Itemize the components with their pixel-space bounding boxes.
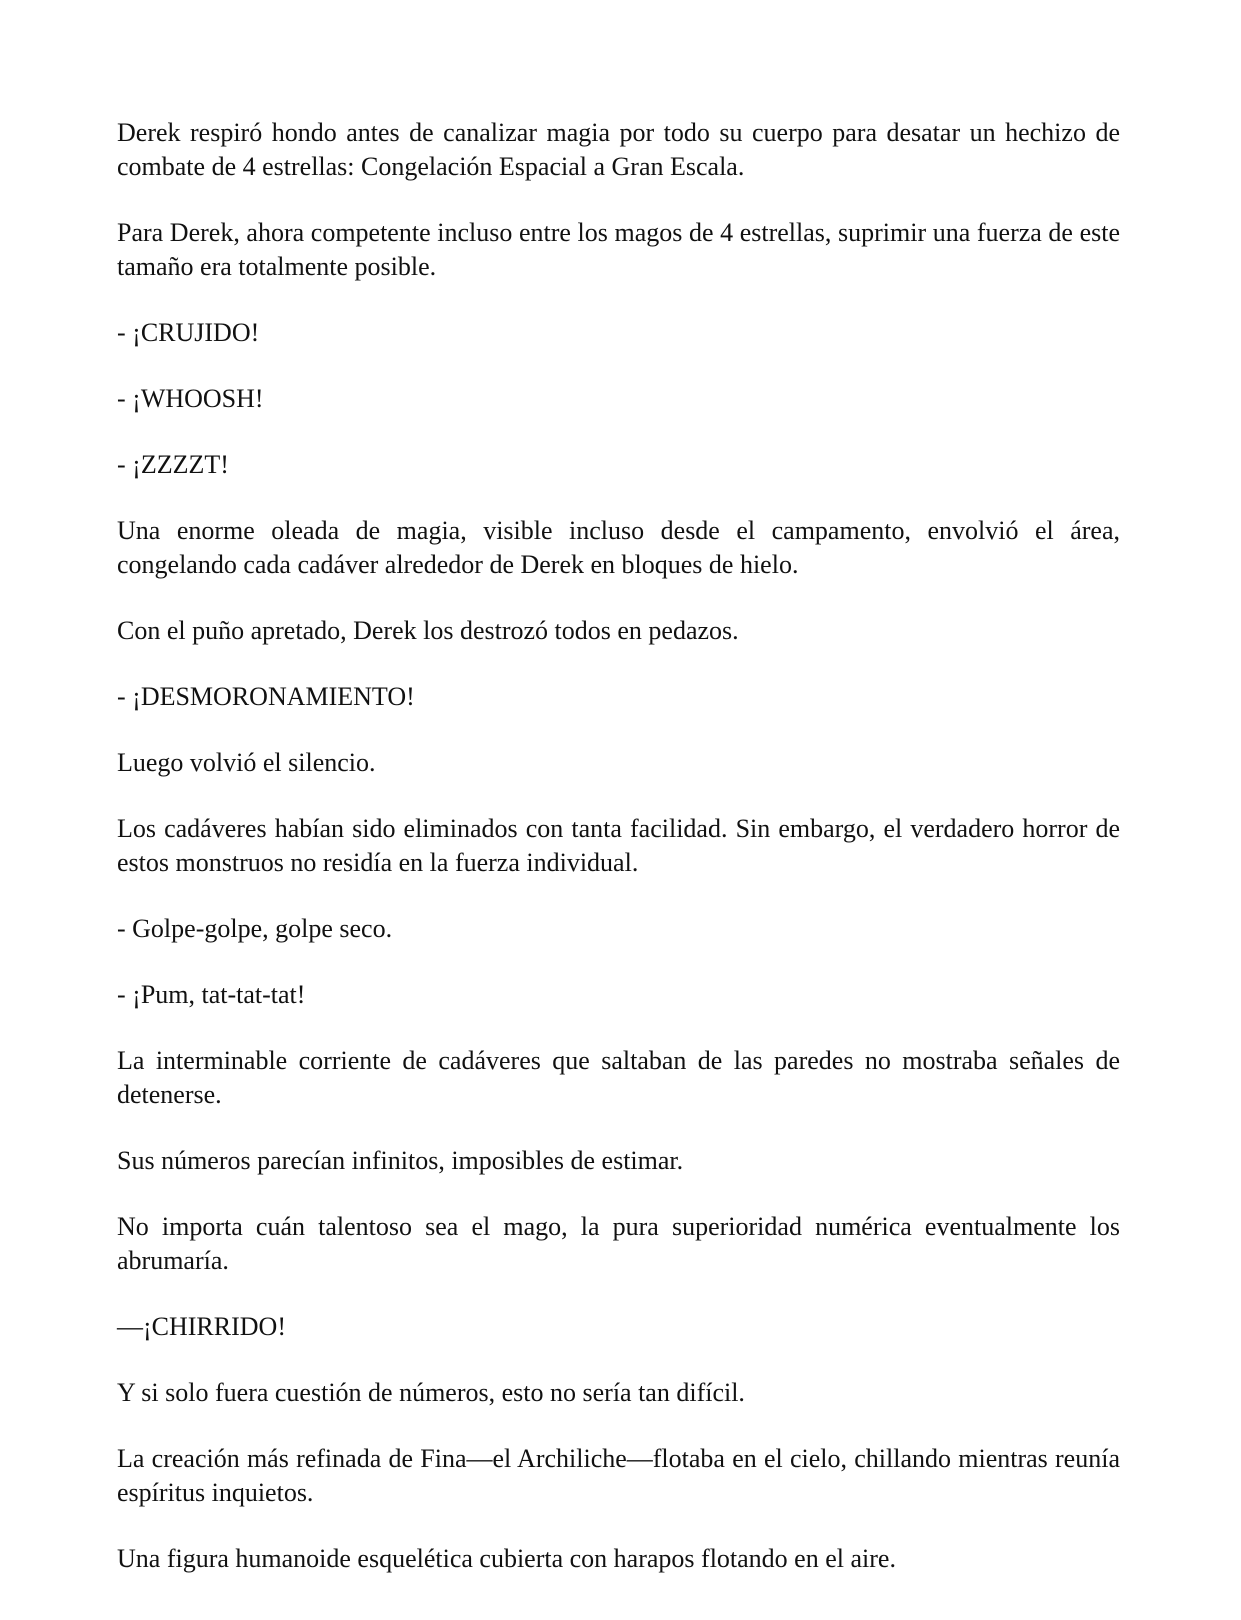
paragraph: Derek respiró hondo antes de canalizar magia por todo su cuerpo para desatar un hechizo de combate de 4 estrellas: Congelación Espacial a Gran Escala. bbox=[117, 118, 1120, 181]
paragraph: Y si solo fuera cuestión de números, esto no sería tan difícil. bbox=[117, 1378, 745, 1407]
paragraph: Una figura humanoide esquelética cubierta con harapos flotando en el aire. bbox=[117, 1544, 896, 1573]
paragraph: Luego volvió el silencio. bbox=[117, 748, 376, 777]
document-page bbox=[117, 116, 1120, 1608]
sound-effect-line: - ¡ZZZZT! bbox=[117, 450, 229, 479]
sound-effect-line: - ¡Pum, tat-tat-tat! bbox=[117, 980, 306, 1009]
paragraph: Sus números parecían infinitos, imposibles de estimar. bbox=[117, 1146, 684, 1175]
paragraph: Una enorme oleada de magia, visible incluso desde el campamento, envolvió el área, congelando cada cadáver alrededor de Derek en bloques de hielo. bbox=[117, 516, 1120, 579]
sound-effect-line: - ¡CRUJIDO! bbox=[117, 318, 260, 347]
sound-effect-line: - ¡WHOOSH! bbox=[117, 384, 264, 413]
sound-effect-line: —¡CHIRRIDO! bbox=[117, 1312, 286, 1341]
paragraph: Con el puño apretado, Derek los destrozó todos en pedazos. bbox=[117, 616, 739, 645]
paragraph: La interminable corriente de cadáveres que saltaban de las paredes no mostraba señales de detenerse. bbox=[117, 1046, 1120, 1109]
paragraph: La creación más refinada de Fina—el Archiliche—flotaba en el cielo, chillando mientras reunía espíritus inquietos. bbox=[117, 1444, 1120, 1507]
paragraph: Los cadáveres habían sido eliminados con tanta facilidad. Sin embargo, el verdadero horror de estos monstruos no residía en la fuerza individual. bbox=[117, 814, 1120, 877]
paragraph: Para Derek, ahora competente incluso entre los magos de 4 estrellas, suprimir una fuerza de este tamaño era totalmente posible. bbox=[117, 218, 1120, 281]
paragraph: No importa cuán talentoso sea el mago, la pura superioridad numérica eventualmente los abrumaría. bbox=[117, 1212, 1120, 1275]
sound-effect-line: - ¡DESMORONAMIENTO! bbox=[117, 682, 415, 711]
sound-effect-line: - Golpe-golpe, golpe seco. bbox=[117, 914, 393, 943]
